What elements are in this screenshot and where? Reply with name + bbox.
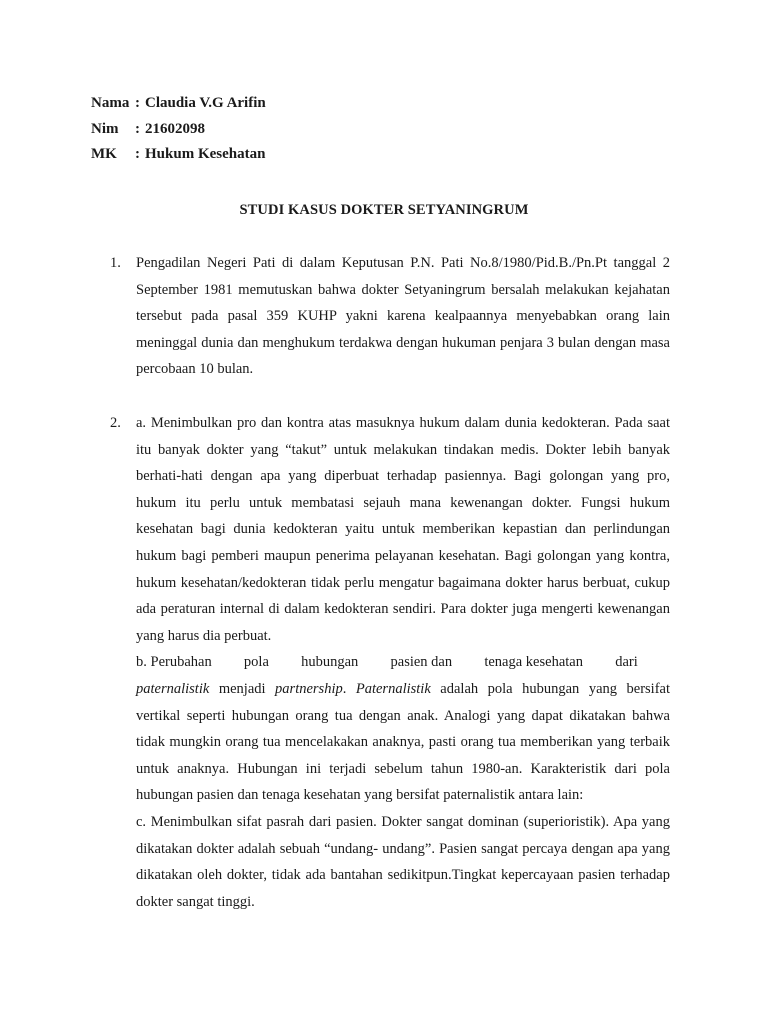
paragraph-a: a. Menimbulkan pro dan kontra atas masuknya hukum dalam dunia kedokteran. Pada saat itu banyak dokter yang “takut” untuk melakukan tindakan medis. Dokter lebih banyak berhati-hati dengan apa yang diperbuat terhadap pasiennya. Bagi golongan yang pro, hukum itu perlu untuk membatasi sejauh mana kewenangan dokter. Fungsi hukum kesehatan bagi dunia kedokteran yaitu untuk memberikan kepastian dan perlindungan hukum bagi pemberi maupun penerima pelayanan kesehatan. Bagi golongan yang kontra, hukum kesehatan/kedokteran tidak perlu mengatur bagaimana dokter harus berbuat, cukup ada peraturan internal di dalam kedokteran sendiri. Para dokter juga mengerti kewenangan yang harus dia perbuat.	[136, 415, 670, 644]
header-separator: :	[135, 95, 140, 111]
course-name: Hukum Kesehatan	[145, 146, 266, 162]
header-row-nim	[91, 118, 266, 144]
paragraph-verdict: Pengadilan Negeri Pati di dalam Keputusan P.N. Pati No.8/1980/Pid.B./Pn.Pt tanggal 2 September 1981 memutuskan bahwa dokter Setyaningrum bersalah melakukan kejahatan tersebut pada pasal 359 KUHP yakni karena kealpaannya menyebabkan orang lain meninggal dunia dan menghukum terdakwa dengan hukuman penjara 3 bulan dengan masa percobaan 10 bulan.	[136, 255, 670, 378]
word: b. Perubahan	[136, 654, 212, 671]
header-key: MK	[91, 146, 117, 162]
text-run: .	[342, 680, 356, 697]
word: hubungan	[301, 654, 359, 671]
list-item-body	[136, 410, 670, 915]
header-separator: :	[135, 146, 140, 162]
list-item-1	[110, 250, 670, 385]
header-separator: :	[135, 120, 140, 137]
word: dari	[615, 654, 638, 671]
paragraph-b-first-line	[136, 649, 670, 676]
word: tenaga kesehatan	[484, 654, 583, 671]
list-item-2	[110, 410, 670, 920]
list-item-number: 2.	[110, 415, 121, 431]
text-run: adalah pola hubungan yang bersifat vertikal seperti hubungan orang tua dengan anak. Analogi yang dapat dikatakan bahwa tidak mungkin orang tua mencelakakan anaknya, pasti orang tua memberikan yang terbaik untuk anaknya. Hubungan ini terjadi sebelum tahun 1980-an. Karakteristik dari pola hubungan pasien dan tenaga kesehatan yang bersifat paternalistik antara lain:	[136, 680, 670, 804]
word: pasien dan	[390, 654, 453, 671]
italic-term: paternalistik	[136, 680, 210, 697]
list-item-number: 1.	[110, 255, 121, 271]
identity-header	[91, 92, 266, 169]
header-key: Nim	[91, 120, 119, 137]
list-item-body	[136, 250, 670, 383]
student-name: Claudia V.G Arifin	[145, 95, 266, 111]
document-title: STUDI KASUS DOKTER SETYANINGRUM	[239, 202, 529, 218]
header-row-mk	[91, 143, 266, 169]
word: pola	[243, 654, 269, 671]
italic-term: partnership	[275, 680, 343, 697]
paragraph-b	[136, 676, 670, 809]
text-run: menjadi	[209, 680, 276, 697]
italic-term: Paternalistik	[355, 680, 431, 697]
paragraph-c: c. Menimbulkan sifat pasrah dari pasien. Dokter sangat dominan (superioristik). Apa yang dikatakan dokter adalah sebuah “undang- undang”. Pasien sangat percaya dengan apa yang dikatakan oleh dokter, tidak ada bantahan sedikitpun.Tingkat kepercayaan pasien terhadap dokter sangat tinggi.	[136, 813, 670, 910]
student-id: 21602098	[145, 120, 205, 137]
header-row-nama	[91, 92, 266, 118]
header-key: Nama	[91, 95, 130, 111]
